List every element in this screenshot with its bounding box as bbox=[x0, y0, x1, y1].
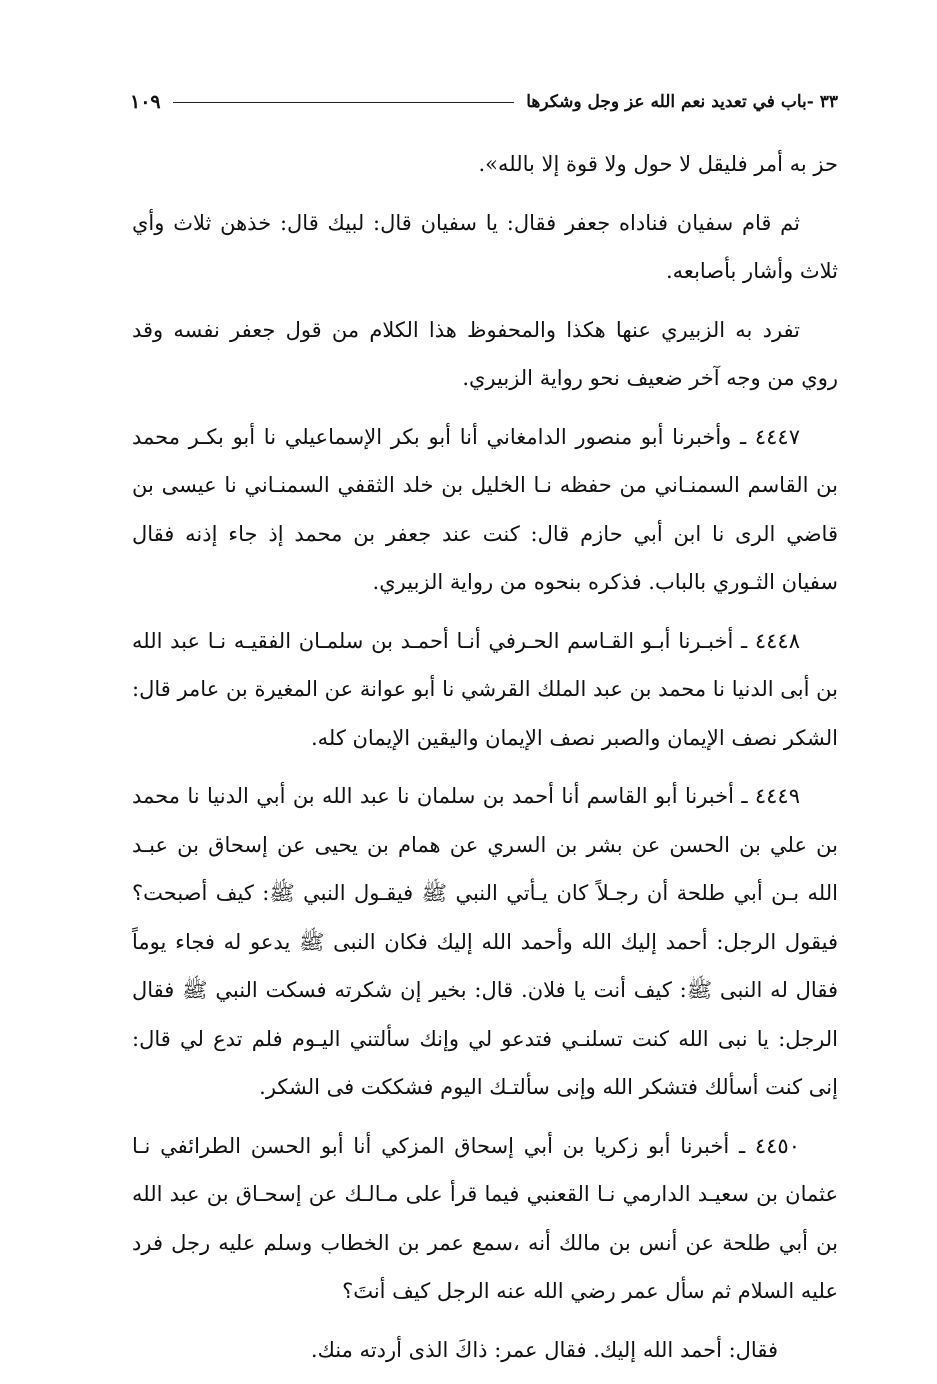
paragraph-final: فقال: أحمد الله إليك. فقال عمر: ذاكَ الذى أردته منك. bbox=[310, 1337, 778, 1362]
paragraph-continuation: حز به أمر فليقل لا حول ولا قوة إلا بالله». bbox=[478, 152, 838, 176]
hadith-4449: ٤٤٤٩ ـ أخبرنا أبو القاسم أنا أحمد بن سلمان نا عبد الله بن أبي الدنيا نا محمد بن علي بن الحسن عن بشر بن السري عن همام بن يحيى عن إسحاق بن عبـد الله بـن أبي طلحة أن رجـلاً كان يـأتي النبي ﷺ فيقـول النبي ﷺ: كيف أصبحت؟ فيقول الرجل: أحمد إليك الله وأحمد الله إليك فكان النبى ﷺ يدعو له فجاء يوماً فقال له النبى ﷺ: كيف أنت يا فلان. قال: بخير إن شكرته فسكت النبي ﷺ فقال الرجل: يا نبى الله كنت تسلنـي فتدعو لي وإنك سألتني اليـوم فلم تدع لي قال: إنى كنت أسألك فتشكر الله وإنى سألتـك اليوم فشككت فى الشكر. bbox=[132, 784, 838, 1099]
running-header bbox=[130, 84, 838, 120]
paragraph-sufyan: ثم قام سفيان فناداه جعفر فقال: يا سفيان قال: لبيك قال: خذهن ثلاث وأي ثلاث وأشار بأصابعه. bbox=[132, 210, 838, 283]
paragraph-tafarrud: تفرد به الزبيري عنها هكذا والمحفوظ هذا الكلام من قول جعفر نفسه وقد روي من وجه آخر ضعيف نحو رواية الزبيري. bbox=[132, 317, 838, 390]
page-number: ١٠٩ bbox=[130, 91, 161, 113]
hadith-4450: ٤٤٥٠ ـ أخبرنا أبو زكريا بن أبي إسحاق المزكي أنا أبو الحسن الطرائفي نـا عثمان بن سعيـد الدارمي نـا القعنبي فيما قرأ على مـالـك عن إسحـاق بن عبد الله بن أبي طلحة عن أنس بن مالك أنه ،سمع عمر بن الخطاب وسلم عليه رجل فرد عليه السلام ثم سأل عمر رضي الله عنه الرجل كيف أنتَ؟ bbox=[132, 1133, 838, 1303]
hadith-4448: ٤٤٤٨ ـ أخبـرنا أبـو القـاسم الحـرفي أنـا أحمـد بن سلمـان الفقيـه نـا عبد الله بن أبى الدنيا نا محمد بن عبد الملك القرشي نا أبو عوانة عن المغيرة بن عامر قال: الشكر نصف الإيمان والصبر نصف الإيمان واليقين الإيمان كله. bbox=[132, 628, 838, 750]
chapter-title: ٣٣ -باب في تعديد نعم الله عز وجل وشكرها bbox=[526, 92, 838, 112]
body-text bbox=[132, 140, 838, 1384]
hadith-4447: ٤٤٤٧ ـ وأخبرنا أبو منصور الدامغاني أنا أبو بكر الإسماعيلي نا أبو بكـر محمد بن القاسم السمنـاني من حفظه نـا الخليل بن خلد الثقفي السمنـاني نا عيسى بن قاضي الرى نا ابن أبي حازم قال: كنت عند جعفر بن محمد إذ جاء إذنه فقال سفيان الثـوري بالباب. فذكره بنحوه من رواية الزبيري. bbox=[132, 424, 838, 594]
header-rule bbox=[173, 102, 515, 103]
